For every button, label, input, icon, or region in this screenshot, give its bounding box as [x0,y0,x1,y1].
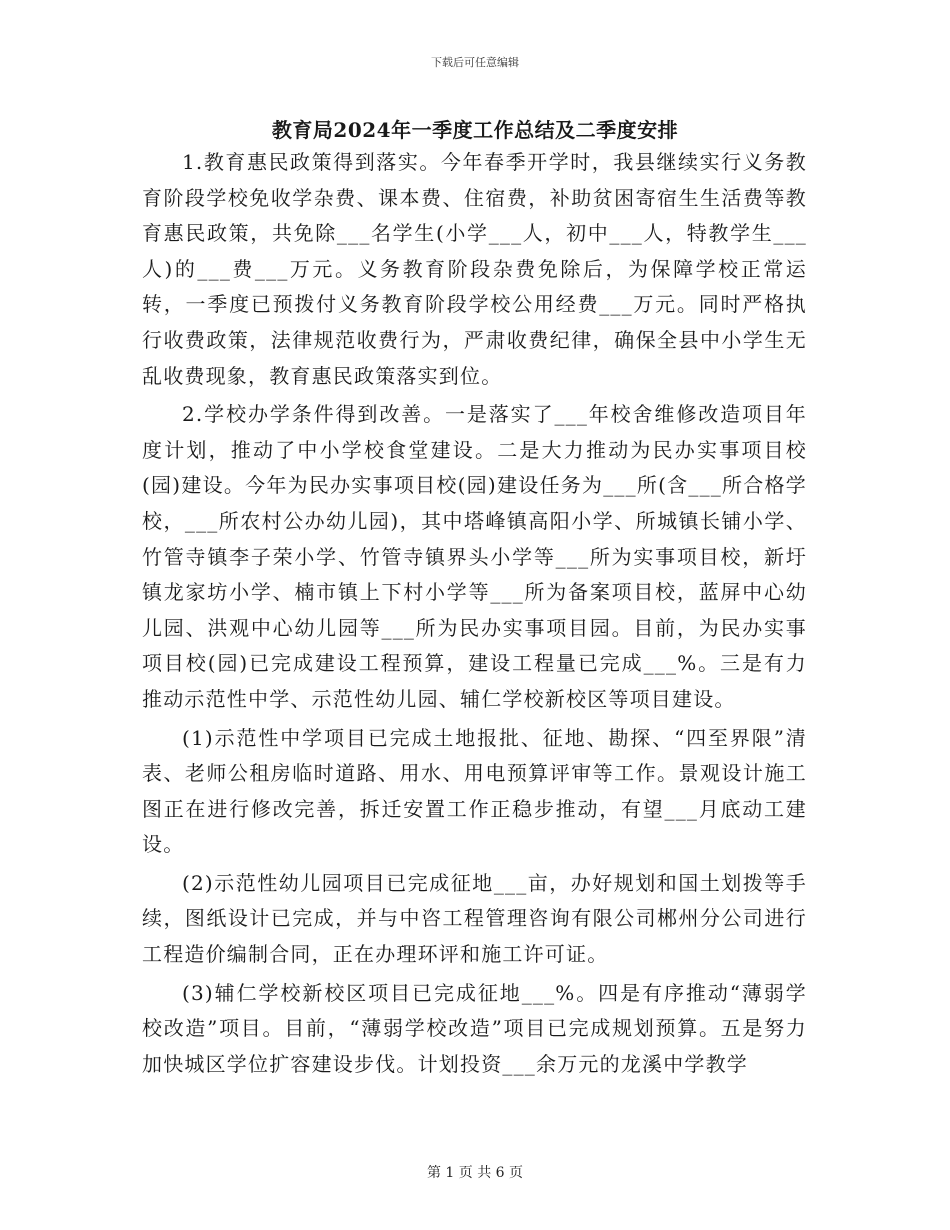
page-number-footer: 第 1 页 共 6 页 [426,1165,524,1181]
document-body [142,145,807,1085]
document-title: 教育局2024年一季度工作总结及二季度安排 [271,118,679,142]
paragraph-4: (2)示范性幼儿园项目已完成征地___亩，办好规划和国土划拨等手续，图纸设计已完成，并与中咨工程管理咨询有限公司郴州分公司进行工程造价编制合同，正在办理环评和施工许可证。 [142,870,807,967]
paragraph-5: (3)辅仁学校新校区项目已完成征地___%。四是有序推动“薄弱学校改造”项目。目前，“薄弱学校改造”项目已完成规划预算。五是努力加快城区学位扩容建设步伐。计划投资___余万元的龙溪中学教学 [142,980,807,1076]
paragraph-1: 1.教育惠民政策得到落实。今年春季开学时，我县继续实行义务教育阶段学校免收学杂费、课本费、住宿费，补助贫困寄宿生生活费等教育惠民政策，共免除___名学生(小学___人，初中___人，特教学生___人)的___费___万元。义务教育阶段杂费免除后，为保障学校正常运转，一季度已预拨付义务教育阶段学校公用经费___万元。同时严格执行收费政策，法律规范收费行为，严肃收费纪律，确保全县中小学生无乱收费现象，教育惠民政策落实到位。 [142,150,807,388]
page-header-note: 下载后可任意编辑 [431,56,519,69]
paragraph-3: (1)示范性中学项目已完成土地报批、征地、勘探、“四至界限”清表、老师公租房临时道路、用水、用电预算评审等工作。景观设计施工图正在进行修改完善，拆迁安置工作正稳步推动，有望___月底动工建设。 [142,725,807,857]
paragraph-2: 2.学校办学条件得到改善。一是落实了___年校舍维修改造项目年度计划，推动了中小学校食堂建设。二是大力推动为民办实事项目校(园)建设。今年为民办实事项目校(园)建设任务为___所(含___所合格学校，___所农村公办幼儿园)，其中塔峰镇高阳小学、所城镇长铺小学、竹管寺镇李子荣小学、竹管寺镇界头小学等___所为实事项目校，新圩镇龙家坊小学、楠市镇上下村小学等___所为备案项目校，蓝屏中心幼儿园、洪观中心幼儿园等___所为民办实事项目园。目前，为民办实事项目校(园)已完成建设工程预算，建设工程量已完成___%。三是有力推动示范性中学、示范性幼儿园、辅仁学校新校区等项目建设。 [142,402,807,711]
